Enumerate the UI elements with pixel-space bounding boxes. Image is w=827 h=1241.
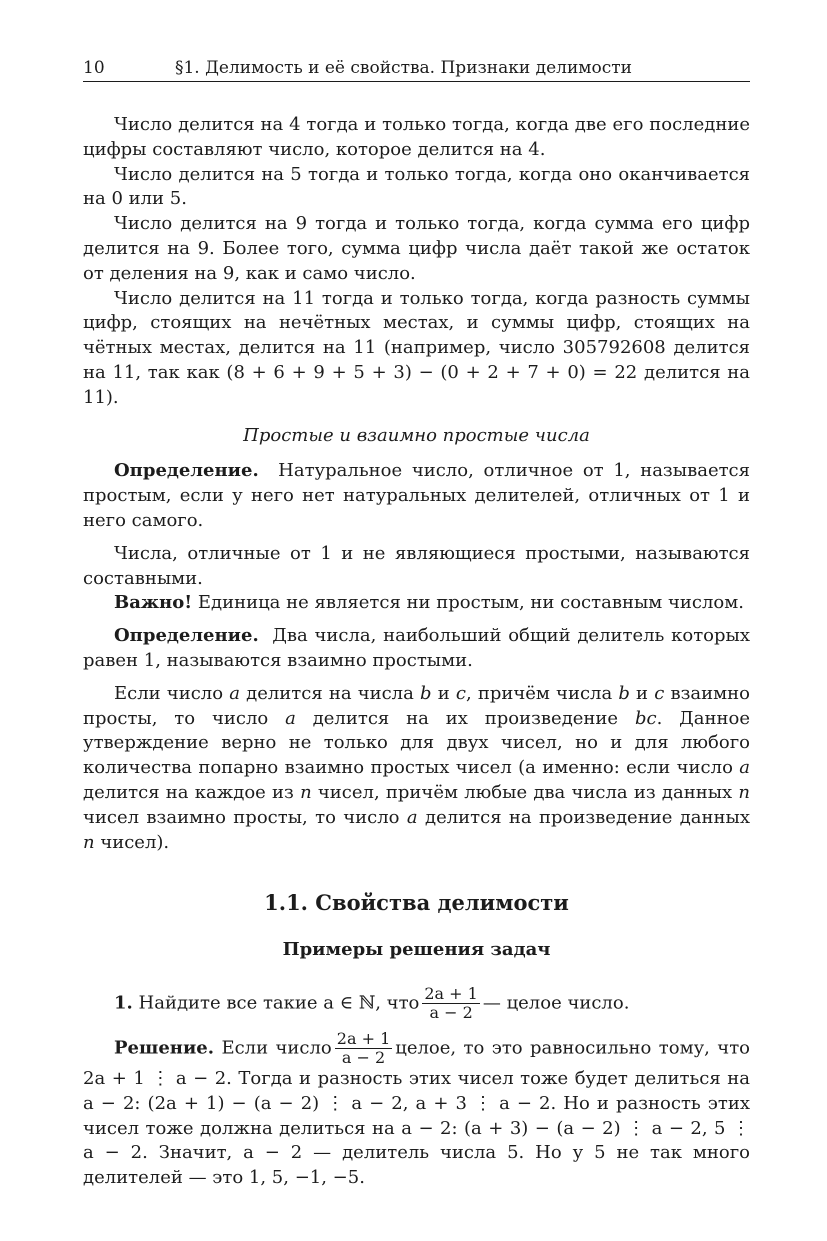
- solution-text-before: Если число: [221, 1037, 332, 1059]
- var-b: b: [618, 682, 630, 704]
- text-fragment: чисел, причём любые два числа из данных: [311, 781, 739, 803]
- var-n: n: [83, 831, 95, 853]
- section-title: 1.1. Свойства делимости: [264, 890, 569, 916]
- text-fragment: и: [431, 682, 456, 704]
- fraction-denominator: a − 2: [341, 1047, 386, 1067]
- var-bc: bc: [634, 707, 657, 729]
- running-title: §1. Делимость и её свойства. Признаки делимости: [174, 58, 632, 78]
- problem-fraction: [422, 985, 479, 1022]
- text-fragment: делится на произведение данных: [417, 806, 750, 828]
- solution-text-after: целое, то это равносильно тому, что 2a + 1 ⋮ a − 2. Тогда и разность этих чисел тоже будет делиться на a − 2: (2a + 1) − (a − 2) ⋮ a − 2, a + 3 ⋮ a − 2. Но и разность этих чисел тоже должна делиться на a − 2: (a + 3) − (a − 2) ⋮ a − 2, 5 ⋮ a − 2. Значит, a − 2 — делитель числа 5. Но у 5 не так много делителей — это 1, 5, −1, −5.: [83, 1037, 751, 1189]
- solution-label: Решение.: [114, 1037, 215, 1059]
- definition2-text: Два числа, наибольший общий делитель которых равен 1, называются взаимно простыми.: [83, 625, 750, 671]
- definition-label: Определение.: [114, 460, 259, 482]
- rule-divisible-by-5: Число делится на 5 тогда и только тогда, когда оно оканчивается на 0 или 5.: [83, 163, 750, 210]
- var-b: b: [420, 682, 432, 704]
- var-a: a: [229, 682, 240, 704]
- var-c: c: [654, 682, 665, 704]
- definition-text: Натуральное число, отличное от 1, называется простым, если у него нет натуральных делителей, отличных от 1 и него самого.: [83, 460, 750, 531]
- text-fragment: , причём числа: [465, 682, 619, 704]
- important-note: [83, 591, 750, 616]
- problem-1: [83, 985, 750, 1022]
- text-fragment: взаимно просты, то число: [83, 682, 750, 729]
- page-body: [83, 113, 750, 1191]
- rule-divisible-by-4: Число делится на 4 тогда и только тогда, когда две его последние цифры составляют число, которое делится на 4.: [83, 114, 750, 160]
- text-fragment: делится на их произведение: [295, 707, 635, 729]
- page-number: 10: [83, 58, 105, 78]
- problem-text-after: — целое число.: [482, 992, 630, 1014]
- text-fragment: чисел взаимно просты, то число: [83, 806, 407, 828]
- fraction-denominator: a − 2: [429, 1002, 473, 1022]
- text-fragment: чисел).: [94, 831, 170, 853]
- problem-text-before: Найдите все такие a ∈ ℕ, что: [138, 992, 420, 1014]
- rule-divisible-by-11: Число делится на 11 тогда и только тогда, когда разность суммы цифр, стоящих на нечётных местах, и суммы цифр, стоящих на чётных местах, делится на 11 (например, число 305792608 делится на 11, так как (8 + 6 + 9 + 5 + 3) − (0 + 2 + 7 + 0) = 22 делится на 11).: [83, 287, 750, 408]
- subheading-primes: Простые и взаимно простые числа: [243, 424, 590, 446]
- page: [83, 58, 750, 1191]
- var-n: n: [738, 781, 750, 803]
- definition-prime: [83, 459, 750, 533]
- rule-divisible-by-9: Число делится на 9 тогда и только тогда, когда сумма его цифр делится на 9. Более того, сумма цифр числа даёт такой же остаток от деления на 9, как и само число.: [83, 213, 750, 284]
- definition-coprime: [83, 624, 750, 674]
- running-header: [83, 58, 750, 82]
- text-fragment: и: [629, 682, 655, 704]
- important-label: Важно!: [114, 592, 193, 614]
- text-fragment: делится на каждое из: [83, 781, 301, 803]
- definition2-label: Определение.: [114, 625, 259, 647]
- fraction-numerator: 2a + 1: [336, 1028, 391, 1048]
- fraction-numerator: 2a + 1: [424, 983, 478, 1003]
- section-subtitle: Примеры решения задач: [282, 939, 551, 961]
- var-n: n: [300, 781, 312, 803]
- solution-1: [83, 1030, 750, 1191]
- solution-fraction: [335, 1030, 392, 1067]
- text-fragment: Если число: [114, 682, 230, 704]
- var-a: a: [739, 757, 750, 779]
- important-text: Единица не является ни простым, ни составным числом.: [197, 592, 744, 614]
- var-c: c: [455, 682, 466, 704]
- text-fragment: . Данное утверждение верно не только для двух чисел, но и для любого количества попарно взаимно простых чисел (а именно: если число: [83, 707, 751, 779]
- var-a: a: [285, 707, 296, 729]
- var-a: a: [406, 806, 418, 828]
- text-fragment: делится на числа: [239, 682, 421, 704]
- coprime-property: [83, 682, 750, 856]
- problem-number: 1.: [114, 992, 133, 1014]
- composite-definition: Числа, отличные от 1 и не являющиеся простыми, называются составными.: [83, 542, 750, 589]
